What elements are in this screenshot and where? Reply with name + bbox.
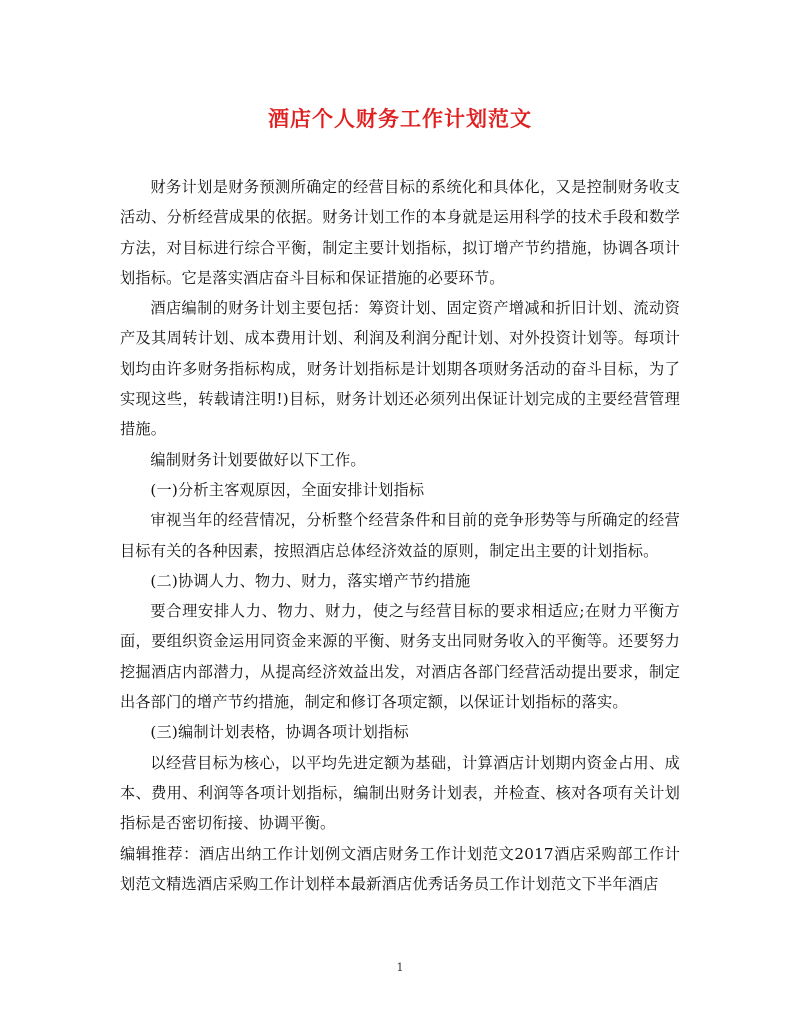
page-title: 酒店个人财务工作计划范文 [268,107,532,131]
section-heading-2: (二)协调人力、物力、财力，落实增产节约措施 [150,571,471,590]
paragraph-section-3: 以经营目标为核心，以平均先进定额为基础，计算酒店计划期内资金占用、成本、费用、利润等各项计划指标，编制出财务计划表，并检查、核对各项有关计划指标是否密切衔接、协调平衡。 [120,753,680,833]
editor-recommendation: 编辑推荐：酒店出纳工作计划例文酒店财务工作计划范文2017酒店采购部工作计划范文精选酒店采购工作计划样本最新酒店优秀话务员工作计划范文下半年酒店 [120,844,680,893]
paragraph-intro: 财务计划是财务预测所确定的经营目标的系统化和具体化，又是控制财务收支活动、分析经营成果的依据。财务计划工作的本身就是运用科学的技术手段和数学方法，对目标进行综合平衡，制定主要计划指标，拟订增产节约措施，协调各项计划指标。它是落实酒店奋斗目标和保证措施的必要环节。 [120,178,680,287]
section-heading-1: (一)分析主客观原因，全面安排计划指标 [150,480,425,499]
paragraph-section-1: 审视当年的经营情况，分析整个经营条件和目前的竞争形势等与所确定的经营目标有关的各种因素，按照酒店总体经济效益的原则，制定出主要的计划指标。 [120,511,680,560]
page-number: 1 [396,961,404,974]
paragraph-work-items: 编制财务计划要做好以下工作。 [150,450,366,469]
section-heading-3: (三)编制计划表格，协调各项计划指标 [150,723,409,742]
paragraph-section-2: 要合理安排人力、物力、财力，使之与经营目标的要求相适应;在财力平衡方面，要组织资金运用同资金来源的平衡、财务支出同财务收入的平衡等。还要努力挖掘酒店内部潜力，从提高经济效益出发，对酒店各部门经营活动提出要求，制定出各部门的增产节约措施，制定和修订各项定额，以保证计划指标的落实。 [120,602,680,712]
document-body [120,172,680,899]
paragraph-plan-contents: 酒店编制的财务计划主要包括：筹资计划、固定资产增减和折旧计划、流动资产及其周转计划、成本费用计划、利润及利润分配计划、对外投资计划等。每项计划均由许多财务指标构成，财务计划指标是计划期各项财务活动的奋斗目标，为了实现这些，转载请注明!)目标，财务计划还必须列出保证计划完成的主要经营管理措施。 [120,299,680,439]
